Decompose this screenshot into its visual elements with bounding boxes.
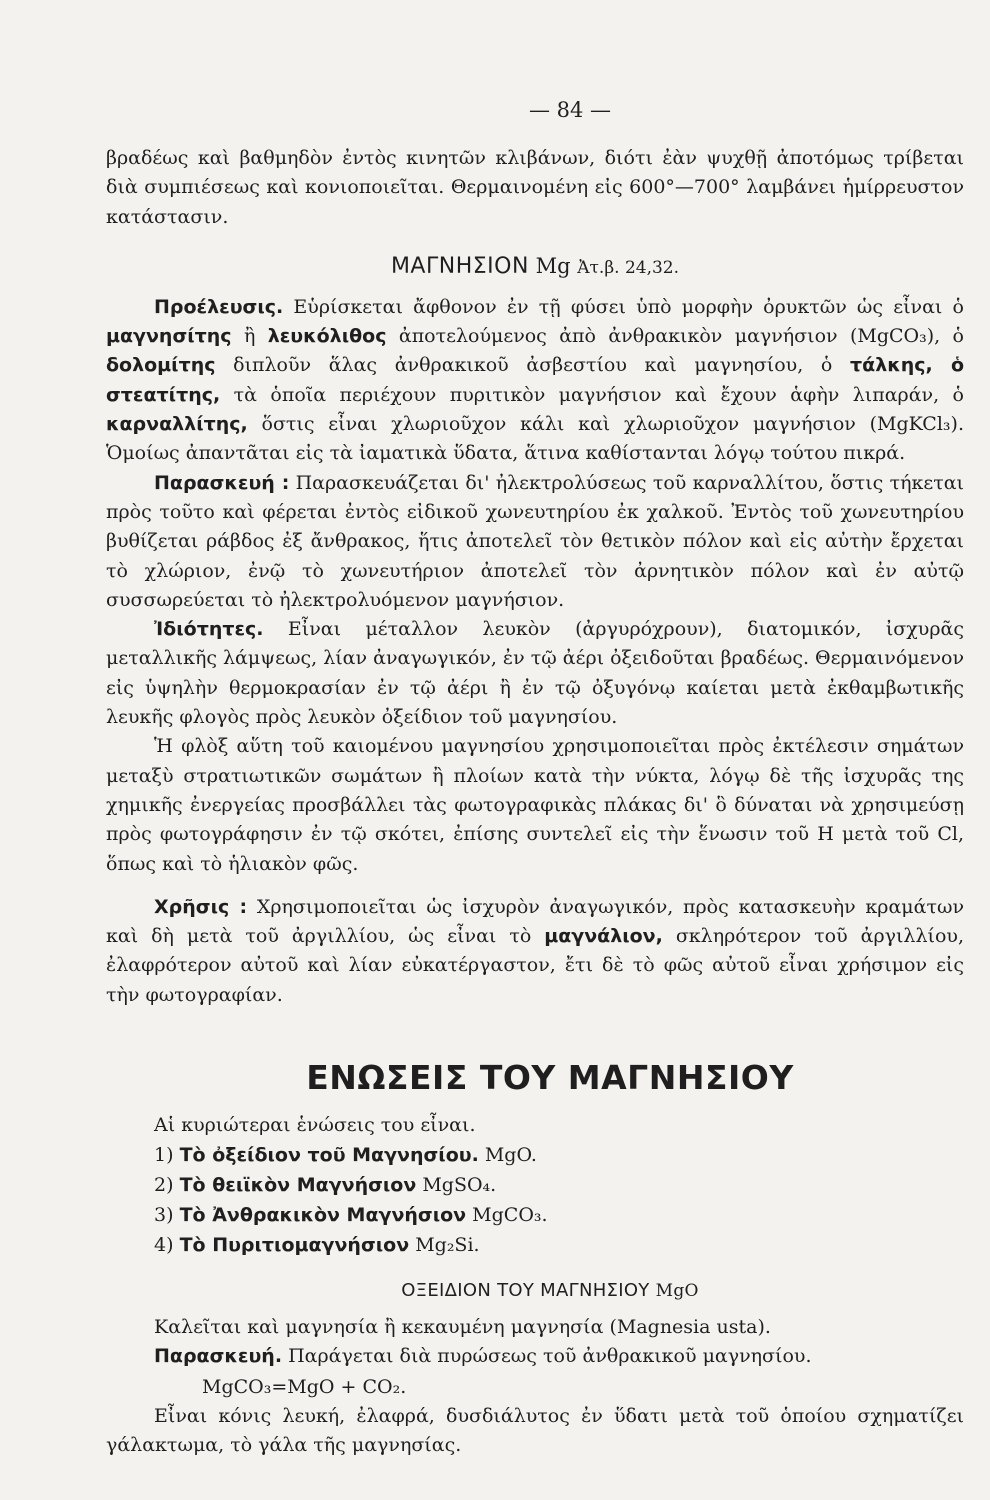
list-item [154,1200,964,1230]
origin-label: Προέλευσις. [154,295,284,318]
oxide-preparation-text: Παράγεται διὰ πυρώσεως τοῦ ἀνθρακικοῦ μαγνησίου. [282,1345,812,1368]
compound-name: Τὸ ὀξείδιον τοῦ Μαγνησίου. [179,1144,479,1167]
preparation-paragraph [106,469,964,615]
compound-name: Τὸ Ἀνθρακικὸν Μαγνήσιον [179,1204,467,1227]
list-item [154,1230,964,1260]
intro-paragraph: βραδέως καὶ βαθμηδὸν ἐντὸς κινητῶν κλιβάνων, διότι ἐὰν ψυχθῇ ἀποτόμως τρίβεται διὰ συμπιέσεως καὶ κονιοποιεῖται. Θερμαινομένη εἰς 600°—700° λαμβάνει ἡμίρρευστον κατάστασιν. [106,147,964,228]
oxide-properties: Εἶναι κόνις λευκή, ἐλαφρά, δυσδιάλυτος ἐν ὕδατι μετὰ τοῦ ὁποίου σχηματίζει γάλακτωμα, τὸ γάλα τῆς μαγνησίας. [106,1404,964,1456]
item-number: 2) [154,1174,174,1197]
item-number: 4) [154,1234,174,1257]
list-item [154,1140,964,1170]
properties-text: Εἶναι μέταλλον λευκὸν (ἀργυρόχρουν), διατομικόν, ἰσχυρᾶς μεταλλικῆς λάμψεως, λίαν ἀναγωγικόν, ἐν τῷ ἀέρι ὀξειδοῦται βραδέως. Θερμαινόμενον εἰς ὑψηλὴν θερμοκρασίαν ἐν τῷ ἀέρι ἢ ἐν τῷ ὀξυγόνῳ καίεται μετὰ ἐκθαμβωτικῆς λευκῆς φλογὸς πρὸς λευκὸν ὀξείδιον τοῦ μαγνησίου. [106,618,964,729]
compound-formula: MgCO₃. [466,1204,548,1227]
page-number: — 84 — [528,98,612,122]
item-number: 3) [154,1204,174,1227]
mineral-carnallite: καρναλλίτης, [106,413,248,436]
origin-text-6: ὅστις εἶναι χλωριοῦχον κάλι καὶ χλωριοῦχον μαγνήσιον (MgKCl₃). Ὁμοίως ἀπαντᾶται εἰς τὰ ἰαματικὰ ὕδατα, ἅτινα καθίστανται λόγῳ τούτου πικρά. [106,413,964,465]
preparation-label: Παρασκευή : [154,471,290,494]
use-label: Χρῆσις : [154,895,248,918]
compounds-heading: ΕΝΩΣΕΙΣ ΤΟΥ ΜΑΓΝΗΣΙΟΥ [306,1058,794,1098]
compound-name: Τὸ Πυριτιομαγνήσιον [179,1234,410,1257]
use-text-2: σκληρότερον τοῦ ἀργιλλίου, ἐλαφρότερον αὐτοῦ καὶ λίαν εὐκατέργαστον, ἔτι δὲ τὸ φῶς αὐτοῦ εἶναι χρήσιμον εἰς τὴν φωτογραφίαν. [106,925,964,1006]
compound-formula: Mg₂Si. [409,1234,480,1257]
origin-paragraph [106,293,964,469]
oxide-preparation-label: Παρασκευή. [154,1345,283,1368]
origin-text-1: Εὑρίσκεται ἄφθονον ἐν τῇ φύσει ὑπὸ μορφὴν ὀρυκτῶν ὡς εἶναι ὁ [283,295,964,318]
mineral-dolomite: δολομίτης [106,354,216,377]
use-paragraph [106,893,964,1010]
origin-text-5: τὰ ὁποῖα περιέχουν πυριτικὸν μαγνήσιον καὶ ἔχουν ἁφὴν λιπαράν, ὁ [220,383,964,406]
origin-text-2: ἢ [231,325,268,348]
item-number: 1) [154,1144,174,1167]
origin-text-4: διπλοῦν ἅλας ἀνθρακικοῦ ἀσβεστίου καὶ μαγνησίου, ὁ [215,354,851,377]
flame-paragraph: Ἡ φλὸξ αὕτη τοῦ καιομένου μαγνησίου χρησιμοποιεῖται πρὸς ἐκτέλεσιν σημάτων μεταξὺ στρατιωτικῶν σωμάτων ἢ πλοίων κατὰ τὴν νύκτα, λόγῳ δὲ τῆς ἰσχυρᾶς της χημικῆς ἐνεργείας προσβάλλει τὰς φωτογραφικὰς πλάκας δι' ὃ δύναται νὰ χρησιμεύσῃ πρὸς φωτογράφησιν ἐν τῷ σκότει, ἐπίσης συντελεῖ εἰς τὴν ἕνωσιν τοῦ H μετὰ τοῦ Cl, ὅπως καὶ τὸ ἡλιακὸν φῶς. [106,735,964,875]
magnesium-title [106,254,964,279]
oxide-alias: Καλεῖται καὶ μαγνησία ἢ κεκαυμένη μαγνησία (Magnesia usta). [154,1316,771,1339]
compound-formula: MgSO₄. [416,1174,497,1197]
use-text-1: Χρησιμοποιεῖται ὡς ἰσχυρὸν ἀναγωγικόν, πρὸς κατασκευὴν κραμάτων καὶ δὴ μετὰ τοῦ ἀργιλλίου, ὡς εἶναι τὸ [106,895,965,948]
compound-name: Τὸ θειϊκὸν Μαγνήσιον [179,1174,417,1197]
oxide-preparation [106,1342,964,1371]
element-name: ΜΑΓΝΗΣΙΟΝ [390,253,529,279]
oxide-heading [136,1280,964,1301]
reaction-equation: MgCO₃=MgO + CO₂. [202,1375,407,1398]
element-symbol: Mg [535,253,571,278]
mineral-talc-steatite: τάλκης, ὁ στεατίτης, [106,354,964,406]
compounds-list [106,1140,964,1260]
properties-paragraph [106,615,964,732]
list-item [154,1170,964,1200]
mineral-magnesite: μαγνησίτης [106,325,232,348]
oxide-heading-formula: MgO [655,1281,699,1302]
properties-label: Ἰδιότητες. [154,618,264,641]
compound-formula: MgO. [478,1144,537,1167]
compounds-intro: Αἱ κυριώτεραι ἑνώσεις του εἶναι. [154,1114,476,1137]
magnalium-term: μαγνάλιον, [544,925,663,948]
oxide-heading-name: ΟΞΕΙΔΙΟΝ ΤΟΥ ΜΑΓΝΗΣΙΟΥ [401,1280,650,1302]
preparation-text: Παρασκευάζεται δι' ἠλεκτρολύσεως τοῦ καρναλλίτου, ὅστις τήκεται πρὸς τοῦτο καὶ φέρεται ἐντὸς εἰδικοῦ χωνευτηρίου ἐκ χαλκοῦ. Ἐντὸς τοῦ χωνευτηρίου βυθίζεται ράβδος ἐξ ἄνθρακος, ἥτις ἀποτελεῖ τὸν θετικὸν πόλον καὶ εἰς αὐτὴν ἔρχεται τὸ χλώριον, ἐνῷ τὸ χωνευτήριον ἀποτελεῖ τὸν ἀρνητικὸν πόλον καὶ ἐν αὐτῷ συσσωρεύεται τὸ ἠλεκτρολυόμενον μαγνήσιον. [106,471,964,611]
atomic-weight: Ἀτ.β. 24,32. [577,257,680,278]
mineral-leukolithos: λευκόλιθος [267,325,387,348]
origin-text-3: ἀποτελούμενος ἀπὸ ἀνθρακικὸν μαγνήσιον (MgCO₃), ὁ [386,325,964,348]
